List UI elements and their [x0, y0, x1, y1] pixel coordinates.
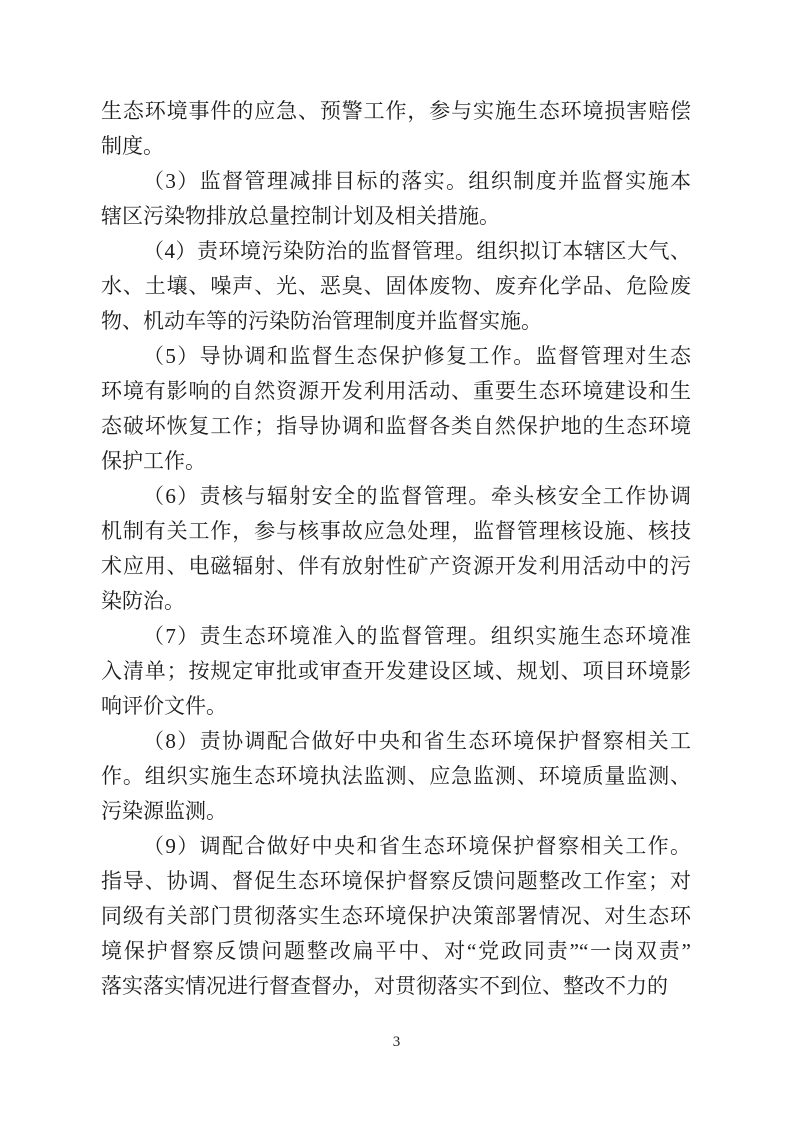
page-footer: [0, 1033, 793, 1051]
text-line: 响评价文件。: [101, 694, 227, 718]
text-line: （7）责生态环境准入的监督管理。组织实施生态环境准: [143, 624, 691, 648]
text-line: 染防治。: [101, 589, 185, 613]
text-line: 辖区污染物排放总量控制计划及相关措施。: [101, 204, 500, 228]
text-line: 生态环境事件的应急、预警工作，参与实施生态环境损害赔偿: [101, 99, 691, 123]
text-line: （3）监督管理减排目标的落实。组织制度并监督实施本: [143, 169, 691, 193]
text-line: 境保护督察反馈问题整改扁平中、对“党政同责”“一岗双责”: [101, 939, 691, 963]
text-line: 水、土壤、噪声、光、恶臭、固体废物、废弃化学品、危险废: [101, 274, 691, 298]
page-number: 3: [392, 1034, 401, 1050]
text-line: 落实落实情况进行督查督办，对贯彻落实不到位、整改不力的: [101, 974, 668, 998]
text-line: 物、机动车等的污染防治管理制度并监督实施。: [101, 309, 542, 333]
text-line: 态破坏恢复工作；指导协调和监督各类自然保护地的生态环境: [101, 414, 691, 438]
text-line: 机制有关工作，参与核事故应急处理，监督管理核设施、核技: [101, 519, 691, 543]
text-line: 环境有影响的自然资源开发利用活动、重要生态环境建设和生: [101, 379, 691, 403]
text-line: 制度。: [101, 134, 164, 158]
text-line: （5）导协调和监督生态保护修复工作。监督管理对生态: [143, 344, 691, 368]
text-line: （6）责核与辐射安全的监督管理。牵头核安全工作协调: [143, 484, 691, 508]
text-line: 入清单；按规定审批或审查开发建设区域、规划、项目环境影: [101, 659, 691, 683]
text-line: （8）责协调配合做好中央和省生态环境保护督察相关工: [143, 729, 691, 753]
text-line: （4）责环境污染防治的监督管理。组织拟订本辖区大气、: [143, 239, 691, 263]
text-line: （9）调配合做好中央和省生态环境保护督察相关工作。: [143, 834, 691, 858]
document-body: [101, 94, 691, 1004]
text-line: 保护工作。: [101, 449, 206, 473]
text-line: 污染源监测。: [101, 799, 227, 823]
text-line: 指导、协调、督促生态环境保护督察反馈问题整改工作室；对: [101, 869, 691, 893]
text-line: 同级有关部门贯彻落实生态环境保护决策部署情况、对生态环: [101, 904, 691, 928]
text-line: 术应用、电磁辐射、伴有放射性矿产资源开发利用活动中的污: [101, 554, 691, 578]
text-line: 作。组织实施生态环境执法监测、应急监测、环境质量监测、: [101, 764, 691, 788]
